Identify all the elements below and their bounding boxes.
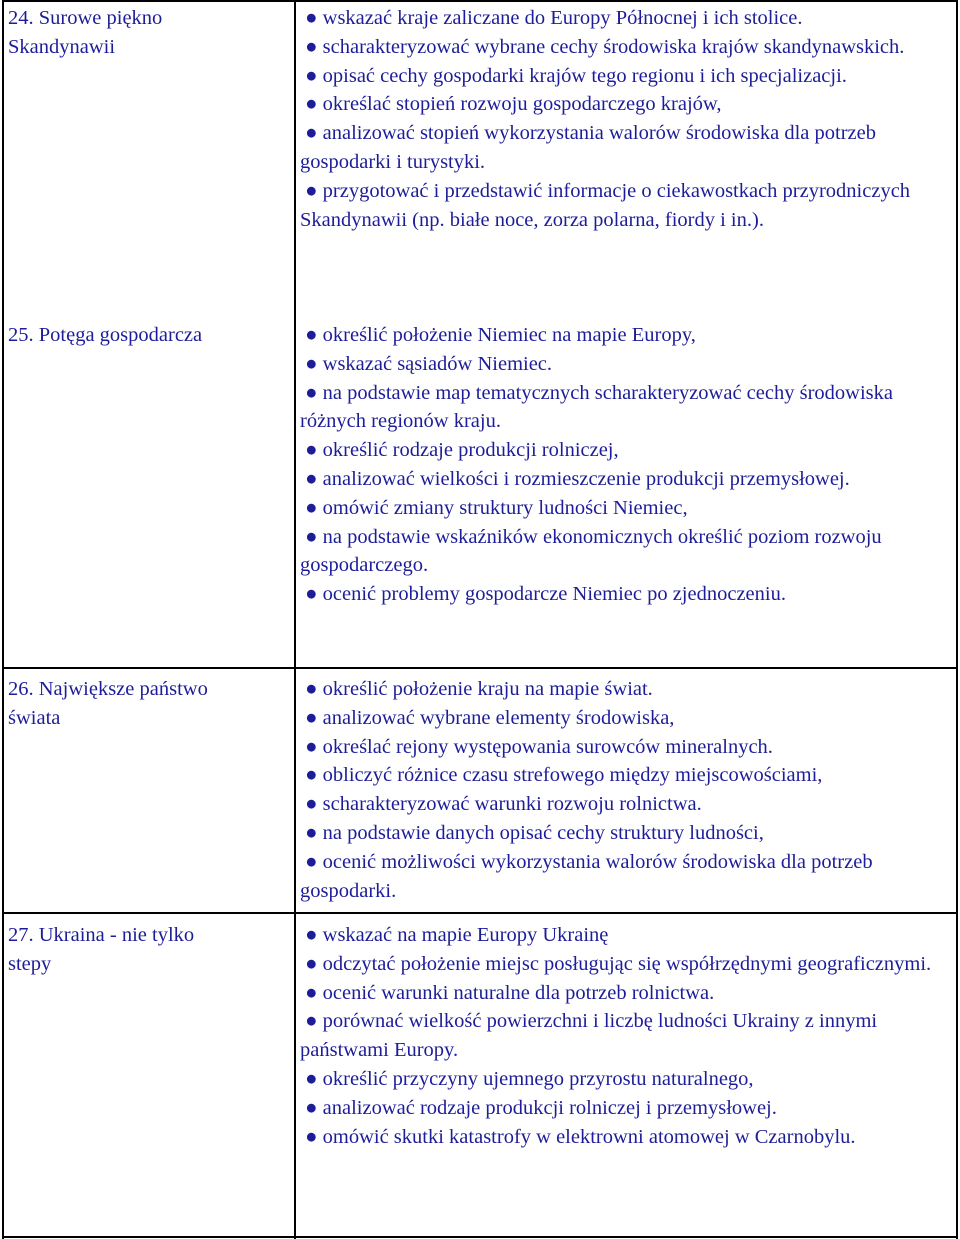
bullet-icon: ● [305, 793, 318, 816]
list-item-text: przygotować i przedstawić informacje o ciekawostkach przyrodniczych Skandynawii (np. białe noce, zorza polarna, fiordy i in.). [300, 179, 911, 231]
bullet-icon: ● [305, 93, 318, 116]
topic-title-line: 26. Największe państwo [8, 678, 208, 700]
list-item [300, 979, 952, 1008]
bullet-icon: ● [305, 381, 318, 404]
list-item [300, 177, 952, 235]
list-item [300, 436, 952, 465]
list-item [300, 950, 952, 979]
bullet-icon: ● [305, 324, 318, 346]
list-item [300, 761, 952, 790]
list-item [300, 580, 952, 609]
list-item [300, 1007, 952, 1065]
list-item [300, 62, 952, 91]
list-item [300, 494, 952, 523]
list-item [300, 4, 952, 33]
bullet-icon: ● [305, 924, 318, 946]
bullet-icon: ● [305, 496, 318, 519]
list-item [300, 90, 952, 119]
bullet-icon: ● [305, 952, 318, 975]
list-item [300, 1123, 952, 1152]
list-item [300, 321, 952, 350]
list-item-text: analizować wielkości i rozmieszczenie produkcji przemysłowej. [322, 467, 850, 490]
bullet-icon: ● [305, 467, 318, 490]
list-item-text: opisać cechy gospodarki krajów tego regionu i ich specjalizacji. [322, 64, 847, 87]
bullet-icon: ● [305, 706, 318, 729]
learning-goals-list [300, 4, 952, 234]
bullet-icon: ● [305, 821, 318, 844]
table-border-top [2, 0, 958, 2]
list-item [300, 921, 952, 950]
list-item-text: na podstawie danych opisać cechy struktury ludności, [322, 821, 764, 844]
list-item-text: określać stopień rozwoju gospodarczego krajów, [322, 93, 722, 116]
topic-title-line: 25. Potęga gospodarcza [8, 324, 203, 346]
list-item-text: wskazać sąsiadów Niemiec. [322, 352, 553, 375]
list-item-text: na podstawie wskaźników ekonomicznych określić poziom rozwoju gospodarczego. [300, 525, 882, 577]
column-divider [294, 0, 296, 1239]
bullet-icon: ● [305, 7, 318, 29]
bullet-icon: ● [305, 122, 318, 145]
bullet-icon: ● [305, 1067, 318, 1090]
list-item [300, 1065, 952, 1094]
topic-title-line: 24. Surowe piękno [8, 7, 163, 29]
bullet-icon: ● [305, 179, 318, 202]
learning-goals-list [300, 675, 952, 905]
list-item-text: omówić zmiany struktury ludności Niemiec, [322, 496, 688, 519]
bullet-icon: ● [305, 439, 318, 462]
bullet-icon: ● [305, 64, 318, 87]
list-item-text: określić położenie kraju na mapie świat. [322, 678, 653, 700]
table-border-bottom [2, 1236, 958, 1238]
list-item-text: analizować stopień wykorzystania walorów środowiska dla potrzeb gospodarki i turystyki. [300, 122, 876, 173]
list-item-text: omówić skutki katastrofy w elektrowni atomowej w Czarnobylu. [322, 1125, 856, 1148]
bullet-icon: ● [305, 1096, 318, 1119]
list-item [300, 119, 952, 177]
learning-goals-list [300, 921, 952, 1151]
table-border-left [2, 0, 4, 1239]
bullet-icon: ● [305, 525, 318, 548]
list-item [300, 465, 952, 494]
list-item-text: odczytać położenie miejsc posługując się współrzędnymi geograficznymi. [322, 952, 932, 975]
list-item-text: określić rodzaje produkcji rolniczej, [322, 439, 619, 462]
list-item-text: wskazać na mapie Europy Ukrainę [322, 924, 609, 946]
bullet-icon: ● [305, 764, 318, 787]
list-item-text: wskazać kraje zaliczane do Europy Północnej i ich stolice. [322, 7, 803, 29]
list-item-text: ocenić warunki naturalne dla potrzeb rolnictwa. [322, 981, 715, 1004]
list-item [300, 350, 952, 379]
list-item-text: porównać wielkość powierzchni i liczbę ludności Ukrainy z innymi państwami Europy. [300, 1010, 878, 1062]
list-item [300, 790, 952, 819]
list-item [300, 819, 952, 848]
list-item-text: scharakteryzować warunki rozwoju rolnictwa. [322, 793, 702, 816]
bullet-icon: ● [305, 981, 318, 1004]
bullet-icon: ● [305, 1010, 318, 1033]
list-item [300, 704, 952, 733]
bullet-icon: ● [305, 735, 318, 758]
list-item-text: ocenić możliwości wykorzystania walorów środowiska dla potrzeb gospodarki. [300, 850, 873, 902]
learning-goals-list [300, 321, 952, 609]
list-item [300, 379, 952, 437]
list-item [300, 733, 952, 762]
topic-title-line: 27. Ukraina - nie tylko [8, 924, 195, 946]
list-item-text: analizować rodzaje produkcji rolniczej i przemysłowej. [322, 1096, 777, 1119]
list-item [300, 33, 952, 62]
list-item-text: na podstawie map tematycznych scharakteryzować cechy środowiska różnych regionów kraju. [300, 381, 893, 433]
topic-title [8, 4, 293, 62]
list-item-text: określać rejony występowania surowców mineralnych. [322, 735, 773, 758]
list-item-text: określić przyczyny ujemnego przyrostu naturalnego, [322, 1067, 754, 1090]
bullet-icon: ● [305, 352, 318, 375]
topic-title [8, 675, 293, 733]
topic-title-line: świata [8, 706, 61, 729]
list-item-text: scharakteryzować wybrane cechy środowiska krajów skandynawskich. [322, 35, 905, 58]
bullet-icon: ● [305, 678, 318, 700]
list-item [300, 848, 952, 906]
table-border-right [956, 0, 958, 1239]
bullet-icon: ● [305, 35, 318, 58]
row-divider [2, 912, 958, 914]
list-item [300, 1094, 952, 1123]
bullet-icon: ● [305, 1125, 318, 1148]
list-item-text: analizować wybrane elementy środowiska, [322, 706, 675, 729]
list-item-text: ocenić problemy gospodarcze Niemiec po zjednoczeniu. [322, 583, 786, 606]
list-item-text: określić położenie Niemiec na mapie Europy, [322, 324, 696, 346]
topic-title [8, 321, 293, 350]
list-item [300, 675, 952, 704]
topic-title-line: Skandynawii [8, 35, 116, 58]
row-divider [2, 667, 958, 669]
topic-title-line: stepy [8, 952, 52, 975]
bullet-icon: ● [305, 583, 318, 606]
topic-title [8, 921, 293, 979]
list-item-text: obliczyć różnice czasu strefowego między miejscowościami, [322, 764, 823, 787]
list-item [300, 523, 952, 581]
bullet-icon: ● [305, 850, 318, 873]
